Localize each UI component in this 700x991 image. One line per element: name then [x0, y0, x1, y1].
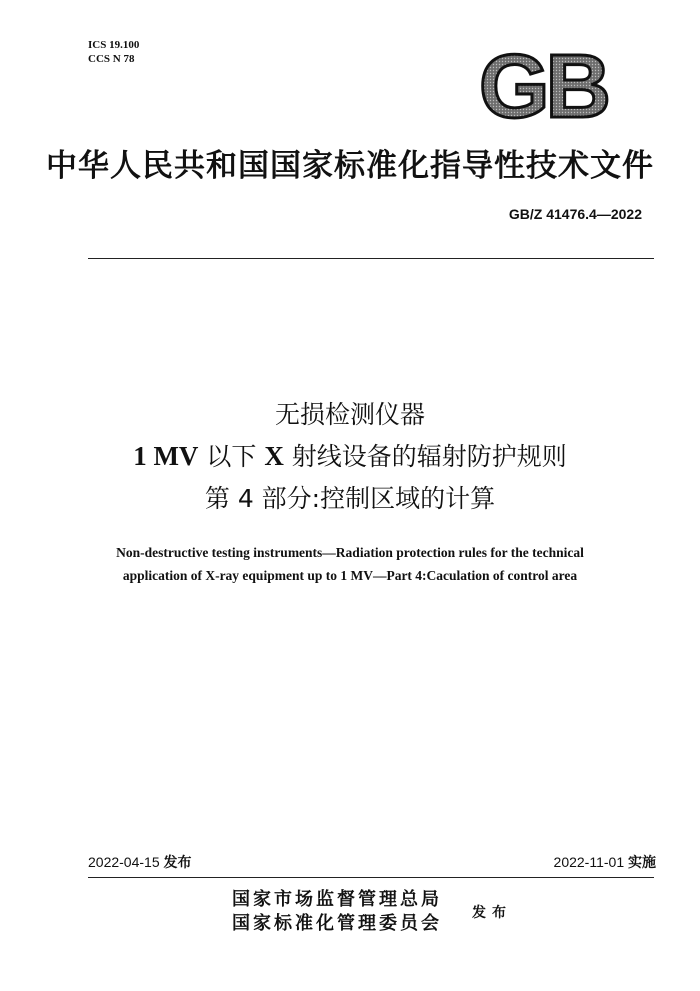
- ccs-code: CCS N 78: [88, 53, 135, 65]
- gb-logo-text: GB: [479, 45, 608, 127]
- classification-codes: [88, 38, 139, 66]
- title-cn-line2: [0, 437, 700, 473]
- top-divider: [88, 258, 654, 259]
- bottom-divider: [88, 877, 654, 878]
- implementation-date: [554, 852, 656, 872]
- issuer-sac: 国家标准化管理委员会: [232, 913, 442, 934]
- gb-logo: [477, 45, 609, 127]
- title-cn-line2-below: 以下: [198, 442, 265, 471]
- implementation-date-value: 2022-11-01: [553, 854, 625, 870]
- issuer-samr: 国家市场监督管理总局: [232, 889, 442, 910]
- issue-date: [88, 852, 192, 872]
- document-type-heading: 中华人民共和国国家标准化指导性技术文件: [46, 148, 654, 184]
- title-cn-line2-voltage: 1 MV: [133, 441, 199, 471]
- title-cn-line1: 无损检测仪器: [274, 400, 425, 429]
- issue-date-label: 发布: [163, 855, 192, 871]
- publish-label: 发布: [472, 905, 512, 921]
- issue-date-value: 2022-04-15: [88, 854, 160, 870]
- implementation-date-label: 实施: [628, 855, 656, 871]
- title-cn-line2-x: X: [264, 441, 284, 471]
- title-en: [0, 541, 700, 587]
- ics-code: ICS 19.100: [88, 39, 140, 51]
- title-cn-line2-rest: 射线设备的辐射防护规则: [283, 442, 567, 471]
- title-en-line1: Non-destructive testing instruments—Radiation protection rules for the technical: [116, 545, 584, 560]
- issuing-authorities: [232, 888, 442, 936]
- title-cn-line3: 第 4 部分:控制区域的计算: [204, 484, 496, 513]
- standard-number: GB/Z 41476.4—2022: [508, 206, 642, 222]
- title-en-line2: application of X-ray equipment up to 1 MV—Part 4:Caculation of control area: [122, 568, 578, 583]
